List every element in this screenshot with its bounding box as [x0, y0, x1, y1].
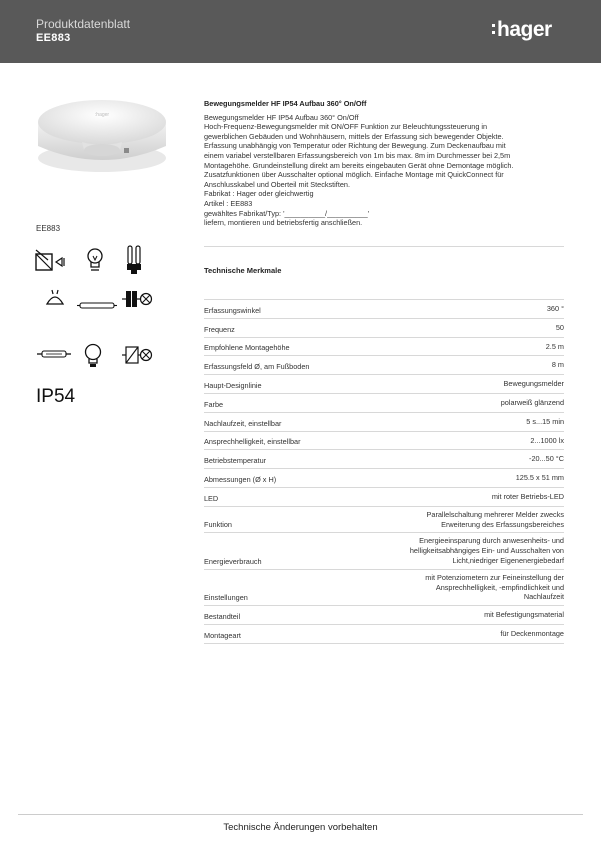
- electronic-transformer-lamp-icon: [120, 344, 154, 366]
- spec-value-line: 8 m: [551, 360, 564, 370]
- spec-value-line: 5 s...15 min: [526, 416, 564, 426]
- footer-note: Technische Änderungen vorbehalten: [223, 822, 378, 833]
- product-image: [34, 96, 170, 176]
- spec-row: [204, 533, 564, 569]
- spec-label: Empfohlene Montagehöhe: [204, 343, 290, 353]
- spec-value-line: 50: [555, 322, 564, 332]
- svg-text::hager: :hager: [94, 112, 110, 118]
- document-type: Produktdatenblatt: [36, 17, 131, 31]
- spec-value-line: 125.5 x 51 mm: [515, 473, 564, 483]
- spec-label: Erfassungswinkel: [204, 305, 261, 315]
- spec-row: [204, 625, 564, 644]
- description-line: liefern, montieren und betriebsfertig anschließen.: [204, 218, 363, 228]
- description-title: Bewegungsmelder HF IP54 Aufbau 360° On/Off: [204, 99, 367, 108]
- spec-value: [204, 488, 564, 506]
- spec-value-line: Licht,niedriger Eigenenergiebedarf: [452, 555, 564, 565]
- spec-value-line: helligkeitsabhängiges Ein- und Ausschalten von: [409, 546, 564, 556]
- spec-label: Funktion: [204, 520, 232, 530]
- spec-label: Ansprechhelligkeit, einstellbar: [204, 437, 301, 447]
- halogen-rod-lamp-icon: [36, 348, 72, 360]
- spec-table: [204, 300, 564, 644]
- product-description: [204, 99, 564, 228]
- spec-label: Farbe: [204, 399, 224, 409]
- spec-row: [204, 319, 564, 338]
- product-code: EE883: [36, 32, 71, 44]
- spec-label: Bestandteil: [204, 611, 241, 621]
- spec-label: Energieverbrauch: [204, 556, 262, 566]
- spec-label: Haupt-Designlinie: [204, 380, 262, 390]
- spec-value-line: Erweiterung des Erfassungsbereiches: [441, 519, 564, 529]
- spec-label: Erfassungsfeld Ø, am Fußboden: [204, 362, 310, 372]
- spec-row: [204, 356, 564, 375]
- spec-label: Betriebstemperatur: [204, 456, 267, 466]
- spec-row: [204, 432, 564, 451]
- spec-value-line: Energieeinsparung durch anwesenheits- und: [419, 536, 564, 546]
- spec-value: [204, 625, 564, 643]
- motion-sensor-symbol-icon: [34, 246, 70, 276]
- spec-row: [204, 488, 564, 507]
- spec-value-line: für Deckenmontage: [500, 628, 564, 638]
- description-line: Bewegungsmelder HF IP54 Aufbau 360° On/Off: [204, 112, 359, 122]
- incandescent-bulb-icon: [84, 246, 106, 276]
- spec-row: [204, 570, 564, 606]
- spec-value: [204, 606, 564, 624]
- spec-value-line: 360 °: [546, 304, 564, 313]
- fluorescent-tube-icon: [76, 300, 118, 312]
- spec-value-line: 2.5 m: [545, 341, 564, 351]
- spec-row: [204, 606, 564, 625]
- image-caption: EE883: [36, 224, 61, 233]
- technical-features-title: Technische Merkmale: [204, 266, 282, 275]
- hager-logo: hager: [497, 18, 552, 41]
- spec-value-line: mit Befestigungsmaterial: [484, 610, 564, 620]
- spec-value-line: -20...50 °C: [529, 454, 564, 464]
- spec-label: Einstellungen: [204, 593, 248, 603]
- spec-label: LED: [204, 493, 219, 503]
- spec-row: [204, 413, 564, 432]
- spec-value: [204, 570, 564, 605]
- spec-value-line: Nachlaufzeit: [523, 592, 564, 602]
- description-line: einem variabel verstellbaren Erfassungsbereich von 1m bis max. 8m im Durchmesser bei 2,5m: [204, 150, 511, 160]
- spec-row: [204, 507, 564, 534]
- spec-row: [204, 300, 564, 319]
- energy-saving-lamp-icon: [124, 244, 144, 276]
- spec-value-line: polarweiß glänzend: [500, 397, 564, 407]
- spec-value: [204, 394, 564, 412]
- spec-row: [204, 338, 564, 357]
- footer-divider: [18, 814, 583, 815]
- description-line: Zusatzfunktionen über Ausschalter optional möglich. Einfache Montage mit QuickConnect für: [204, 170, 504, 180]
- spec-row: [204, 394, 564, 413]
- ip-rating: IP54: [36, 386, 76, 407]
- description-line: Erfassung unabhängig von Temperatur oder Richtung der Bewegung. Zum Deckenaufbau mit: [204, 141, 506, 151]
- spec-row: [204, 375, 564, 394]
- spec-value: [204, 319, 564, 337]
- spec-label: Abmessungen (Ø x H): [204, 474, 277, 484]
- spec-value-line: Ansprechhelligkeit, -empfindlichkeit und: [435, 582, 564, 592]
- description-line: Anschlusskabel und Oberteil mit Steckstiften.: [204, 179, 351, 189]
- spec-value-line: Parallelschaltung mehrerer Melder zwecks: [426, 509, 564, 519]
- spec-label: Nachlaufzeit, einstellbar: [204, 418, 282, 428]
- description-line: Artikel : EE883: [204, 198, 253, 208]
- spec-label: Frequenz: [204, 324, 235, 334]
- spec-value-line: mit Potenziometern zur Feineinstellung der: [425, 572, 564, 582]
- description-lines: [204, 113, 564, 228]
- halogen-reflector-icon: [44, 288, 66, 308]
- divider: [204, 246, 564, 247]
- spec-row: [204, 469, 564, 488]
- hager-logo-mark: [492, 22, 496, 38]
- spec-value-line: 2...1000 lx: [530, 435, 564, 445]
- description-line: Fabrikat : Hager oder gleichwertig: [204, 189, 314, 199]
- description-line: Montagehöhe. Grundeinstellung direkt am bereits eingebauten Gerät ohne Demontage möglich.: [204, 160, 514, 170]
- light-bulb-icon: [82, 342, 104, 370]
- spec-label: Montageart: [204, 630, 241, 640]
- description-line: gewähltes Fabrikat/Typ: '__________/__________': [204, 208, 370, 218]
- description-line: Hoch-Frequenz-Bewegungsmelder mit ON/OFF Funktion zur Beleuchtungssteuerung in: [204, 122, 488, 132]
- description-line: gewerblichen Gebäuden und Wohnhäusern, mittels der Erfassung sich bewegender Objekte.: [204, 131, 504, 141]
- spec-value-line: mit roter Betriebs-LED: [491, 491, 564, 501]
- spec-row: [204, 450, 564, 469]
- spec-value-line: Bewegungsmelder: [503, 379, 564, 389]
- header-bar: [0, 0, 601, 63]
- spec-value: [204, 507, 564, 533]
- transformer-lamp-icon: [120, 288, 154, 310]
